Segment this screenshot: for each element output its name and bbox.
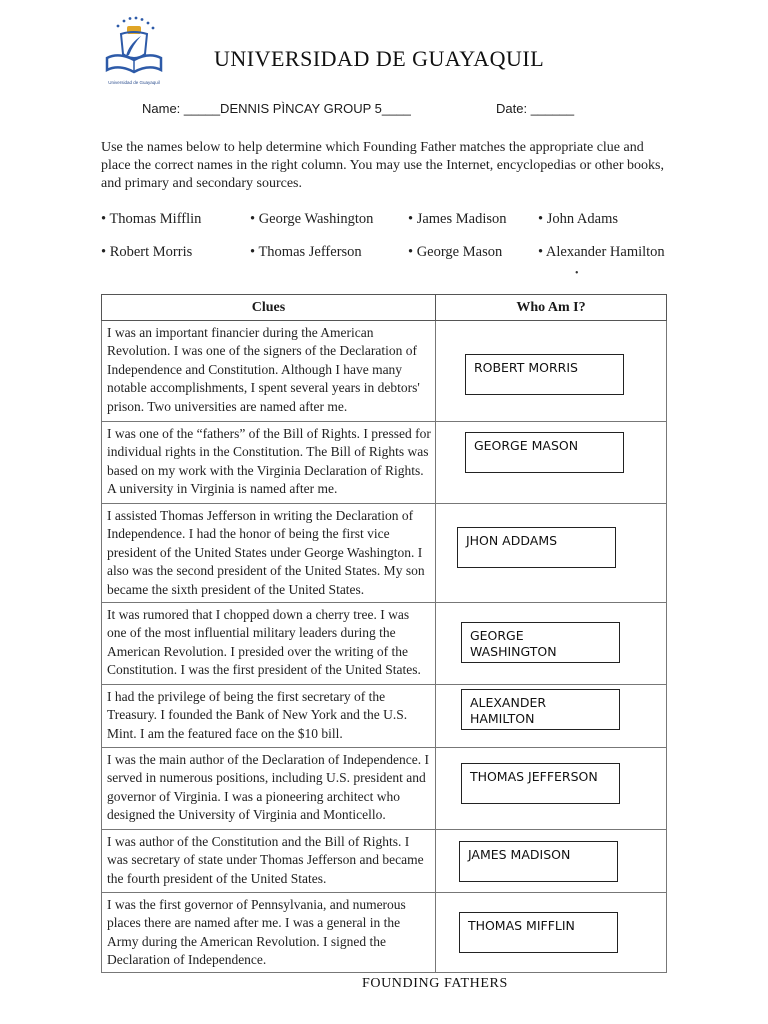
date-value: ______	[527, 101, 575, 116]
answer-box[interactable]: THOMAS JEFFERSON	[461, 763, 620, 804]
answer-cell	[435, 830, 666, 893]
answer-box[interactable]: JHON ADDAMS	[457, 527, 616, 568]
clue-text: I assisted Thomas Jefferson in writing the Declaration of Independence. I had the honor of being the first vice president of the United States under George Washington. I also was the second president of the United States. My son became the sixth president of the United States.	[102, 504, 436, 603]
answer-box[interactable]: GEORGE WASHINGTON	[461, 622, 620, 663]
answer-box[interactable]: GEORGE MASON	[465, 432, 624, 473]
who-am-i-header: Who Am I?	[435, 295, 666, 321]
table-row	[102, 893, 667, 973]
table-row	[102, 422, 667, 504]
answer-box[interactable]: ALEXANDER HAMILTON	[461, 689, 620, 730]
answer-cell	[435, 748, 666, 830]
name-item: • Thomas Mifflin	[101, 211, 202, 227]
answer-cell	[435, 321, 666, 422]
table-row	[102, 321, 667, 422]
date-label: Date:	[496, 101, 528, 116]
table-row	[102, 748, 667, 830]
table-row	[102, 603, 667, 685]
clue-text: I was the first governor of Pennsylvania, and numerous places there are named after me. I was a general in the Army during the American Revolution. I signed the Declaration of Independence.	[102, 893, 436, 973]
clue-text: I was one of the “fathers” of the Bill of Rights. I pressed for individual rights in the Constitution. The Bill of Rights was based on my work with the Virginia Declaration of Rights. A university in Virginia is named after me.	[102, 422, 436, 504]
clues-header: Clues	[102, 295, 436, 321]
table-row	[102, 685, 667, 748]
answer-cell	[435, 685, 666, 748]
answer-box[interactable]: ROBERT MORRIS	[465, 354, 624, 395]
name-item: • James Madison	[408, 211, 507, 227]
clue-text: I had the privilege of being the first secretary of the Treasury. I founded the Bank of New York and the U.S. Mint. I am the featured face on the $10 bill.	[102, 685, 436, 748]
name-item: • Alexander Hamilton	[538, 244, 665, 260]
table-header-row	[102, 295, 667, 321]
table-row	[102, 830, 667, 893]
clue-text: It was rumored that I chopped down a cherry tree. I was one of the most influential military leaders during the American Revolution. I presided over the writing of the Constitution. I was the first president of the United States.	[102, 603, 436, 685]
clue-text: I was an important financier during the American Revolution. I was one of the signers of the Declaration of Independence and Constitution. Although I have many notable accomplishments, I spent several years in debtors' prison. Two universities are named after me.	[102, 321, 436, 422]
stray-mark: •	[575, 268, 579, 279]
clue-text: I was author of the Constitution and the Bill of Rights. I was secretary of state under Thomas Jefferson and became the fourth president of the United States.	[102, 830, 436, 893]
name-item: • George Washington	[250, 211, 374, 227]
answer-cell	[435, 603, 666, 685]
answer-box[interactable]: THOMAS MIFFLIN	[459, 912, 618, 953]
clue-text: I was the main author of the Declaration of Independence. I served in numerous positions, including U.S. president and governor of Virginia. I was a pioneering architect who designed the University of Virginia and Monticello.	[102, 748, 436, 830]
footer-title: FOUNDING FATHERS	[362, 976, 508, 991]
name-value: _____DENNIS PÌNCAY GROUP 5____	[180, 101, 411, 116]
clues-table	[101, 294, 667, 973]
answer-cell	[435, 893, 666, 973]
name-item: • George Mason	[408, 244, 503, 260]
answer-cell	[435, 504, 666, 603]
instructions: Use the names below to help determine which Founding Father matches the appropriate clue and place the correct names in the right column. You may use the Internet, encyclopedias or other books, and primary and secondary sources.	[101, 140, 664, 191]
answer-box[interactable]: JAMES MADISON	[459, 841, 618, 882]
name-label: Name:	[142, 101, 181, 116]
name-line	[142, 101, 411, 116]
name-item: • John Adams	[538, 211, 618, 227]
university-title: UNIVERSIDAD DE GUAYAQUIL	[214, 46, 545, 71]
table-row	[102, 504, 667, 603]
university-logo	[99, 14, 169, 90]
date-line	[496, 101, 574, 116]
name-item: • Robert Morris	[101, 244, 193, 260]
answer-cell	[435, 422, 666, 504]
logo-caption: Universidad de Guayaquil	[108, 80, 160, 85]
name-item: • Thomas Jefferson	[250, 244, 362, 260]
